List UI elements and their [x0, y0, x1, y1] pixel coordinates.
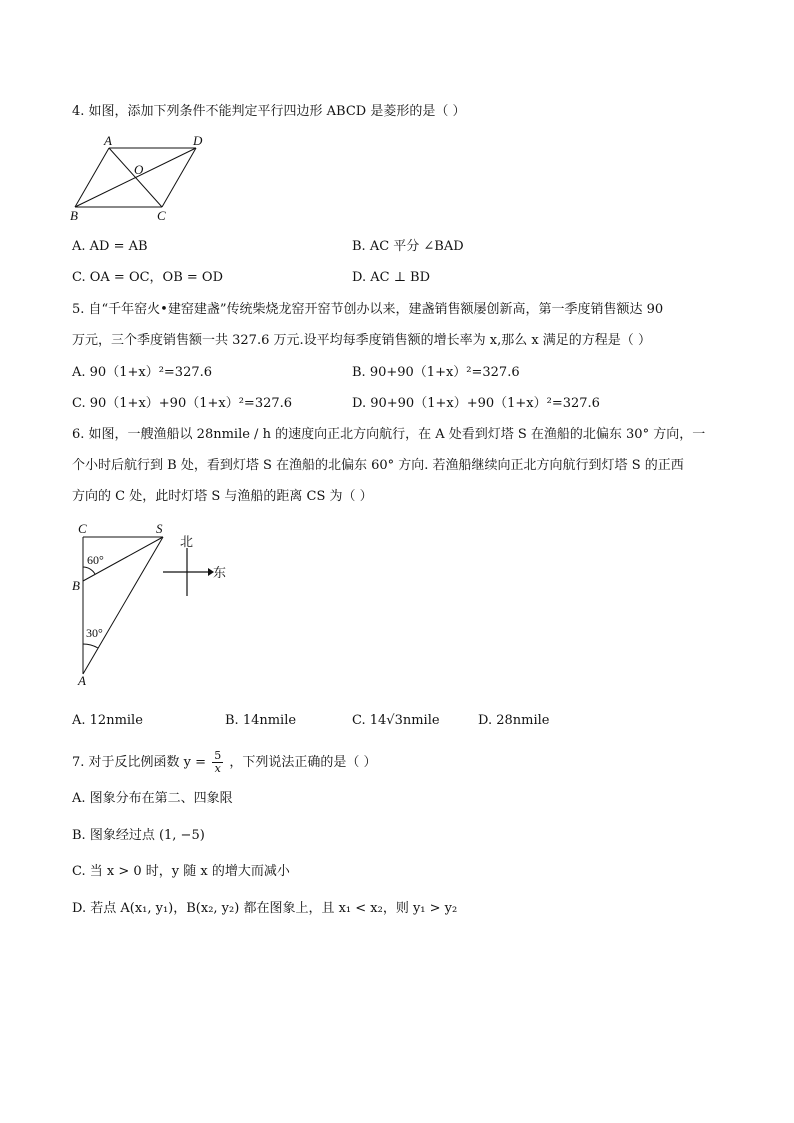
label-s: S: [156, 521, 163, 536]
angle-label-60: 60°: [87, 553, 104, 567]
q7-fraction: [212, 750, 223, 775]
label-d: D: [193, 133, 203, 148]
q4-option-c: C. OA = OC，OB = OD: [72, 270, 224, 285]
q6-option-a: A. 12nmile: [72, 713, 143, 728]
q5-option-b: B. 90+90（1+x）²=327.6: [352, 365, 520, 380]
compass-north-label: 北: [180, 535, 194, 550]
q7-option-b: B. 图象经过点 (1, −5): [72, 828, 205, 843]
q5-stem-line2: 万元，三个季度销售额一共 327.6 万元.设平均每季度销售额的增长率为 x,那么 x 满足的方程是（ ）: [72, 333, 651, 348]
q6-stem-line2: 个小时后航行到 B 处，看到灯塔 S 在渔船的北偏东 60° 方向. 若渔船继续向正北方向航行到灯塔 S 的正西: [72, 458, 684, 473]
q7-fraction-denominator: x: [214, 762, 221, 775]
compass-icon: [158, 532, 228, 600]
label-c: C: [78, 521, 87, 536]
q4-option-d: D. AC ⊥ BD: [352, 270, 431, 285]
q5-option-a: A. 90（1+x）²=327.6: [72, 365, 213, 380]
angle-arc-a: [83, 644, 98, 648]
q7-option-d: D. 若点 A(x₁, y₁)，B(x₂, y₂) 都在图象上，且 x₁ < x₂，则 y₁ > y₂: [72, 901, 458, 916]
angle-arc-b: [83, 567, 95, 574]
q5-stem-line1: 5. 自“千年窑火•建窑建盏”传统柴烧龙窑开窑节创办以来，建盏销售额屡创新高，第一季度销售额达 90: [72, 302, 664, 317]
q4-option-a: A. AD = AB: [72, 239, 148, 254]
angle-label-30: 30°: [86, 626, 103, 640]
q4-option-b: B. AC 平分 ∠BAD: [352, 239, 464, 254]
label-o: O: [134, 162, 144, 177]
q7-option-a: A. 图象分布在第二、四象限: [72, 791, 233, 806]
q5-option-c: C. 90（1+x）+90（1+x）²=327.6: [72, 396, 293, 411]
diagonal-bd: [75, 148, 196, 207]
q7-stem-prefix: 7. 对于反比例函数 y =: [72, 755, 207, 770]
q6-option-b: B. 14nmile: [225, 713, 297, 728]
q6-stem-line1: 6. 如图，一艘渔船以 28nmile / h 的速度向正北方向航行，在 A 处看到灯塔 S 在渔船的北偏东 30° 方向，一: [72, 427, 706, 442]
q4-stem: 4. 如图，添加下列条件不能判定平行四边形 ABCD 是菱形的是（ ）: [72, 104, 466, 119]
label-c: C: [157, 208, 166, 223]
q5-option-d: D. 90+90（1+x）+90（1+x）²=327.6: [352, 396, 600, 411]
compass-east-label: 东: [213, 566, 227, 581]
q6-option-d: D. 28nmile: [478, 713, 550, 728]
q7-stem-suffix: ，下列说法正确的是（ ）: [229, 755, 377, 770]
side-ba: [75, 148, 109, 207]
label-a: A: [104, 133, 112, 148]
q7-option-c: C. 当 x > 0 时，y 随 x 的增大而减小: [72, 864, 290, 879]
q6-option-c: C. 14√3nmile: [352, 713, 440, 728]
label-b: B: [72, 578, 80, 593]
label-a: A: [78, 673, 86, 688]
q7-fraction-numerator: 5: [214, 749, 222, 762]
q7-stem: [72, 748, 376, 778]
q6-stem-line3: 方向的 C 处，此时灯塔 S 与渔船的距离 CS 为（ ）: [72, 489, 373, 504]
side-dc: [162, 148, 196, 207]
q4-parallelogram-figure: [66, 132, 216, 224]
label-b: B: [70, 208, 78, 223]
